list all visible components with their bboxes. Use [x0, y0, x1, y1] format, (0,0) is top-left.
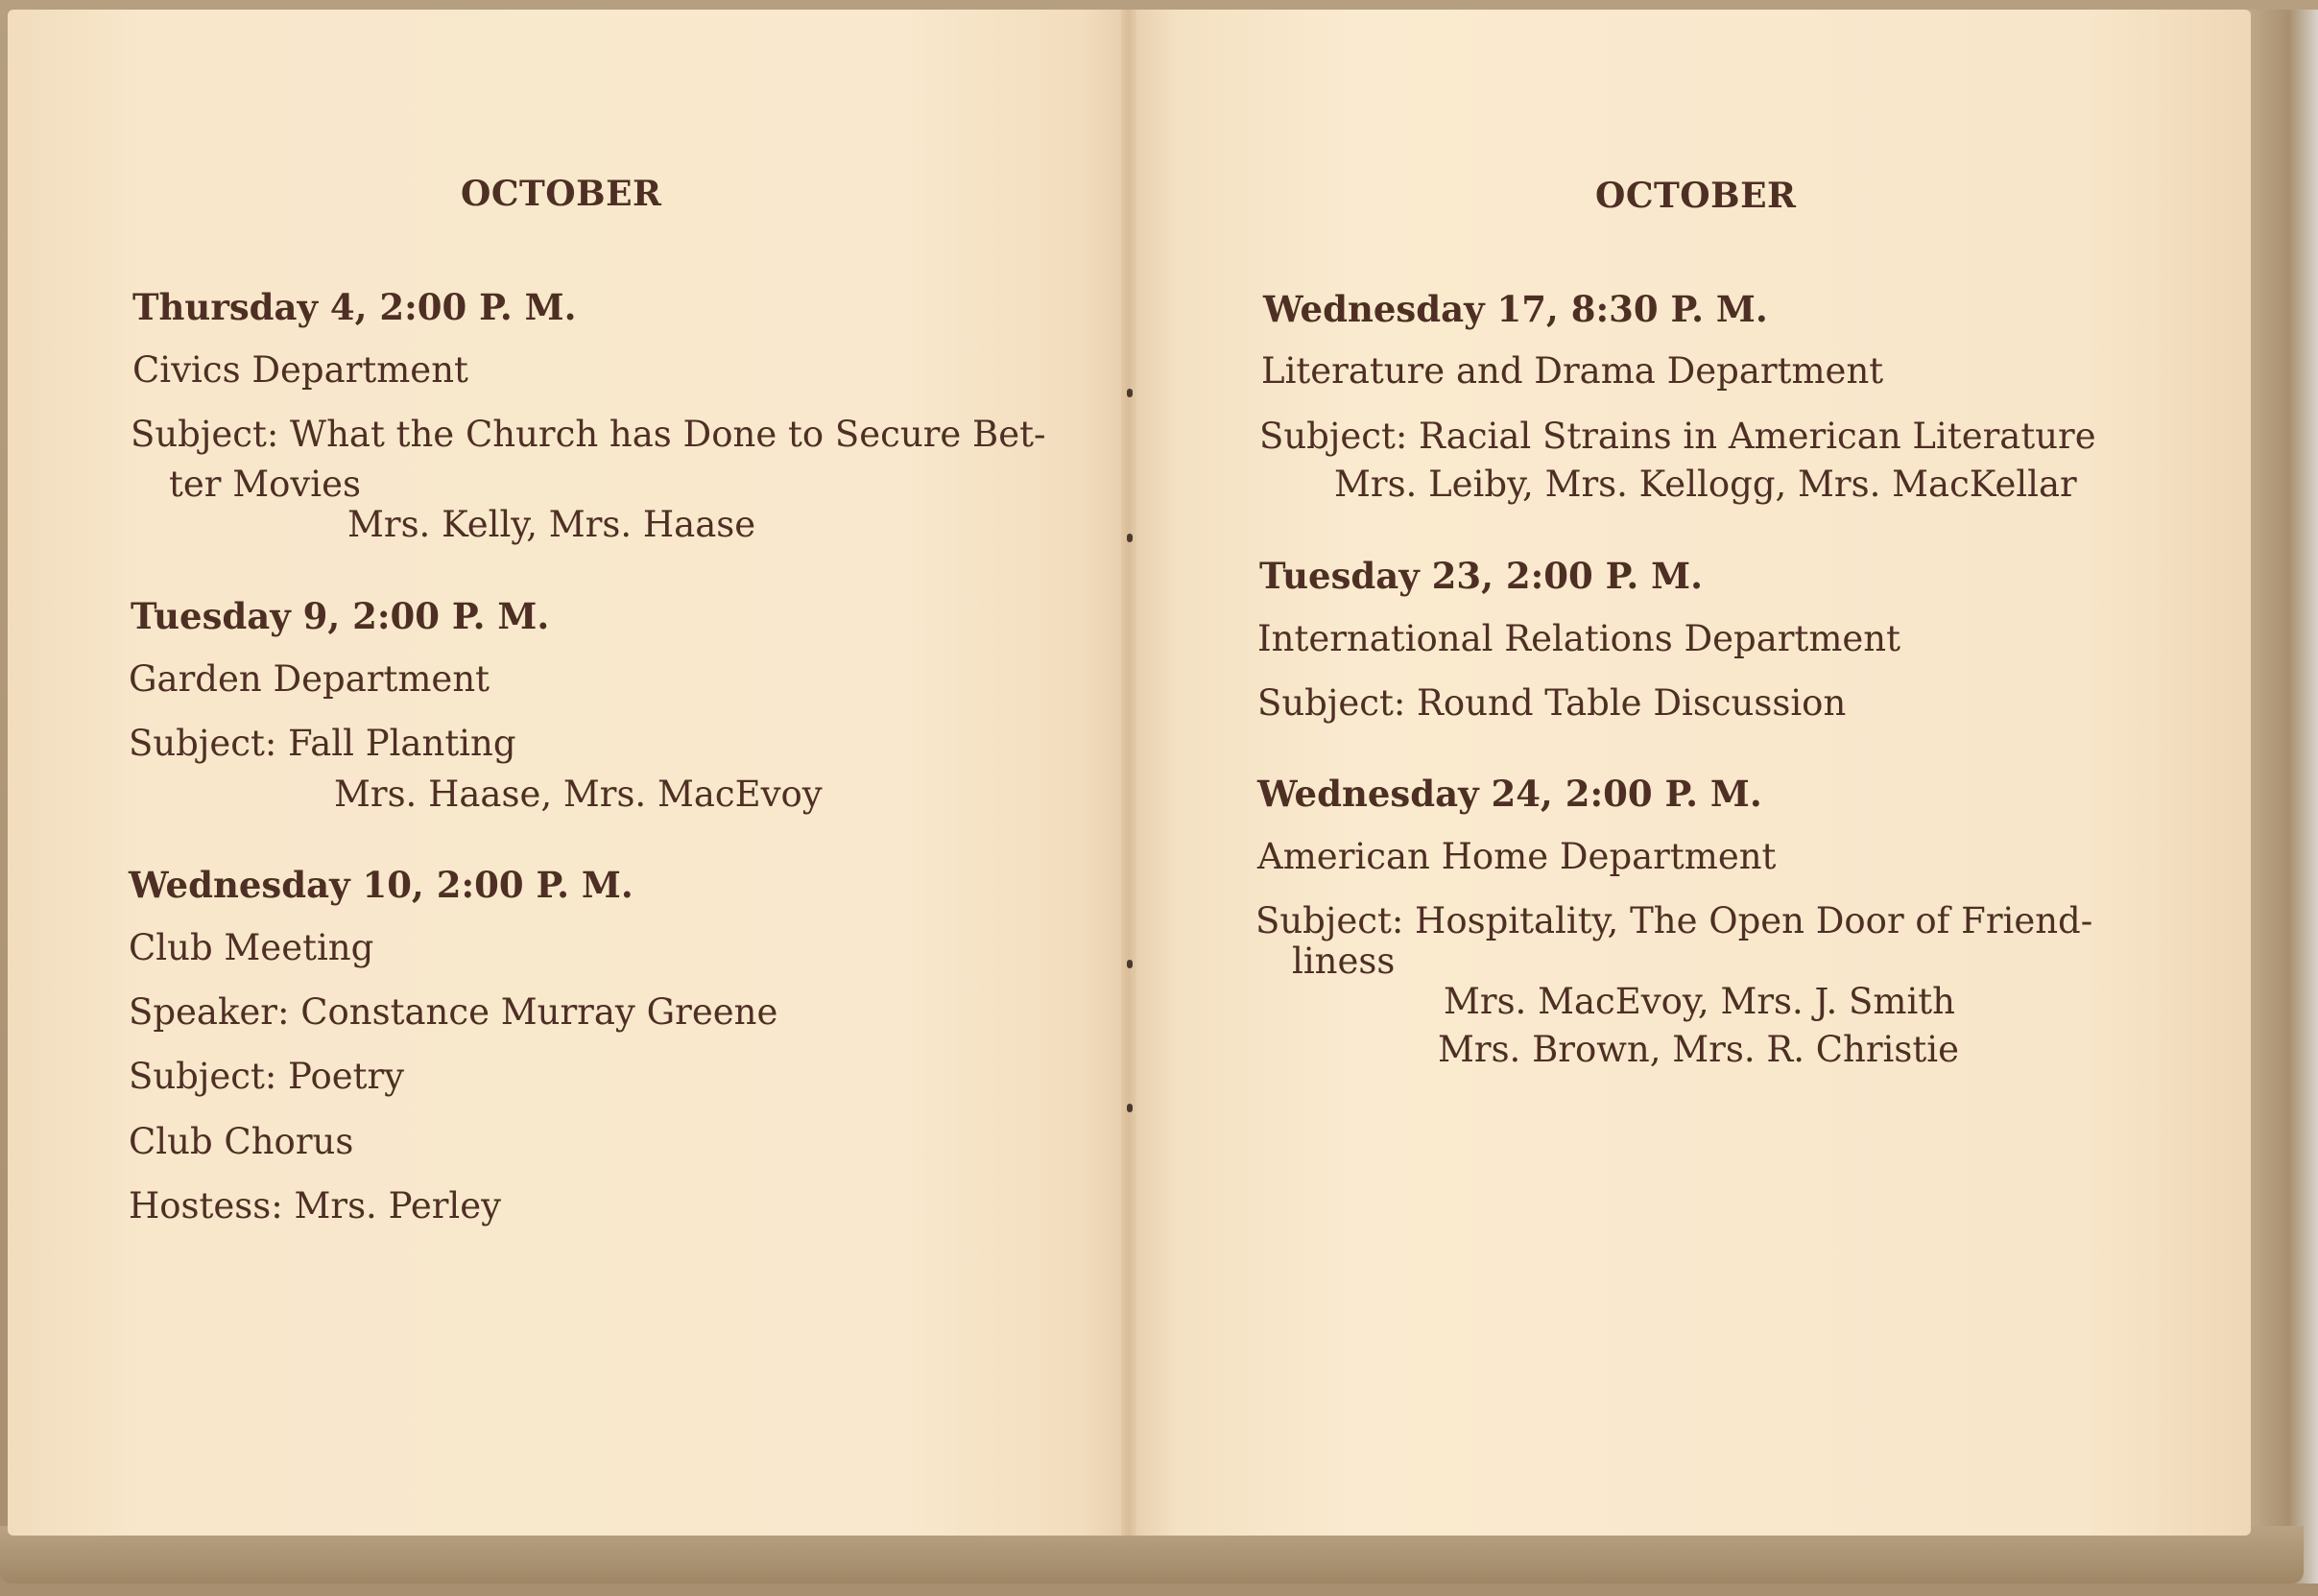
event-date: Thursday 4, 2:00 P. M.: [132, 286, 577, 328]
event-subject: Subject: Round Table Discussion: [1257, 682, 1847, 724]
binding-stitch: [1127, 389, 1133, 397]
left-page-heading: OCTOBER: [461, 174, 662, 214]
event-subject: Subject: Hospitality, The Open Door of Friend-: [1255, 900, 2093, 941]
event-subject-continued: liness: [1292, 941, 1396, 982]
event-subject: Subject: Racial Strains in American Literature: [1259, 416, 2096, 457]
event-hostess: Hostess: Mrs. Perley: [129, 1185, 502, 1227]
event-subject: Subject: What the Church has Done to Secure Bet-: [131, 414, 1046, 455]
event-department: Garden Department: [129, 658, 490, 700]
event-chorus: Club Chorus: [129, 1121, 354, 1162]
binding-stitch: [1127, 960, 1133, 968]
event-hostesses: Mrs. Leiby, Mrs. Kellogg, Mrs. MacKellar: [1334, 464, 2077, 505]
cover-edge-right: [2246, 10, 2318, 1584]
event-hostesses: Mrs. MacEvoy, Mrs. J. Smith: [1444, 981, 1955, 1022]
left-page: [8, 10, 1126, 1536]
event-date: Wednesday 24, 2:00 P. M.: [1257, 773, 1762, 815]
event-speaker: Speaker: Constance Murray Greene: [129, 991, 778, 1033]
event-department: Literature and Drama Department: [1261, 350, 1884, 392]
event-department: Club Meeting: [129, 927, 374, 968]
event-hostesses: Mrs. Brown, Mrs. R. Christie: [1438, 1029, 1959, 1070]
gutter: [1121, 10, 1136, 1536]
right-page-heading: OCTOBER: [1595, 176, 1797, 216]
event-subject: Subject: Fall Planting: [129, 723, 516, 764]
event-department: Civics Department: [132, 349, 468, 391]
event-hostesses: Mrs. Kelly, Mrs. Haase: [347, 504, 756, 545]
event-subject-continued: ter Movies: [169, 464, 361, 505]
event-date: Wednesday 10, 2:00 P. M.: [129, 864, 633, 906]
event-department: International Relations Department: [1257, 618, 1900, 659]
binding-stitch: [1127, 534, 1133, 542]
event-department: American Home Department: [1257, 836, 1777, 877]
binding-stitch: [1127, 1104, 1133, 1112]
event-subject: Subject: Poetry: [129, 1056, 405, 1097]
event-date: Wednesday 17, 8:30 P. M.: [1263, 288, 1768, 330]
event-date: Tuesday 9, 2:00 P. M.: [131, 595, 550, 637]
event-date: Tuesday 23, 2:00 P. M.: [1259, 555, 1703, 597]
event-hostesses: Mrs. Haase, Mrs. MacEvoy: [334, 774, 823, 815]
